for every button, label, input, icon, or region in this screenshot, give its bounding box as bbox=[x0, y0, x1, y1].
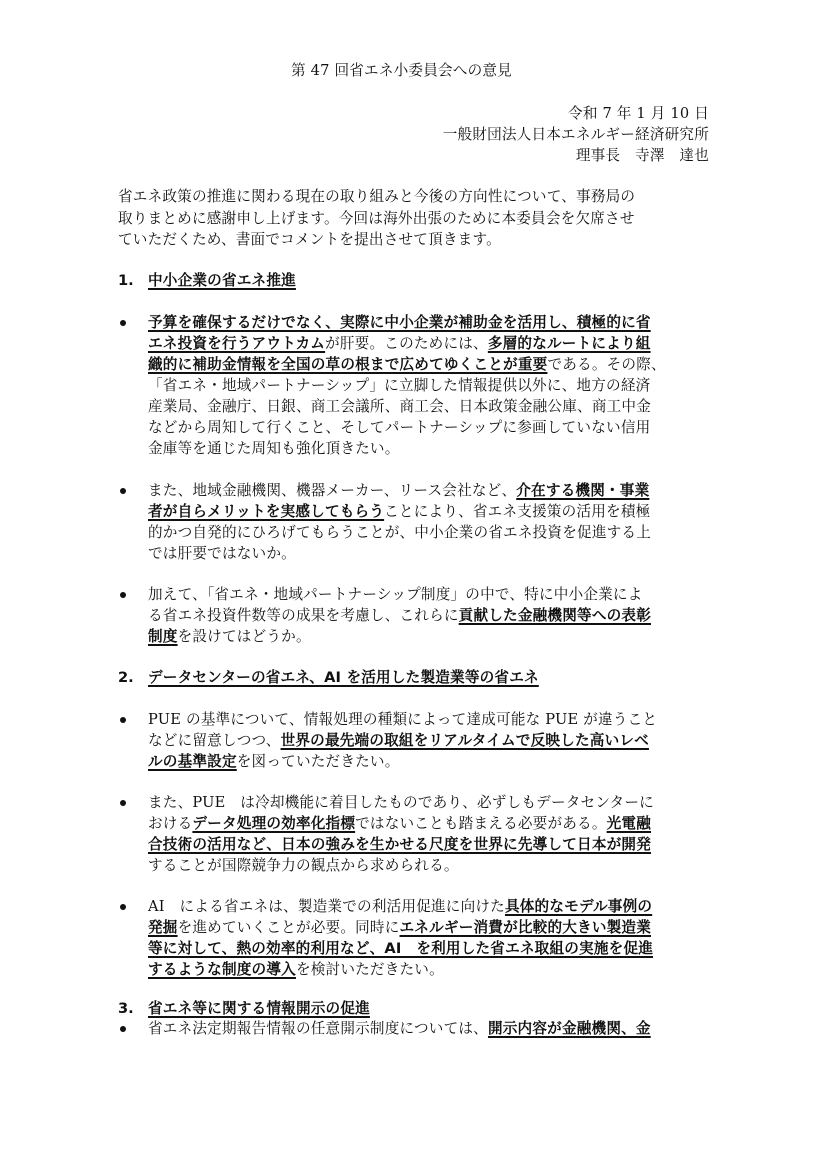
date: 令和 7 年 1 月 10 日 bbox=[568, 105, 709, 122]
paragraph-line: 金庫等を通じた周知も強化頂きたい。 bbox=[148, 440, 400, 457]
emphasis: 制度 bbox=[148, 628, 178, 645]
intro-line: 取りまとめに感謝申し上げます。今回は海外出張のために本委員会を欠席させ bbox=[118, 210, 635, 227]
paragraph-line: することが国際競争力の観点から求められる。 bbox=[148, 857, 459, 874]
paragraph-line bbox=[148, 730, 649, 752]
paragraph-line bbox=[148, 917, 651, 939]
organization: 一般財団法人日本エネルギー経済研究所 bbox=[442, 126, 709, 143]
section-number: 2. bbox=[118, 669, 134, 686]
emphasis: エネ投資を行うアウトカム bbox=[148, 335, 326, 352]
text: である。その際、 bbox=[547, 356, 666, 373]
text: を図っていただきたい。 bbox=[236, 753, 400, 770]
paragraph-line bbox=[148, 501, 650, 523]
section-heading: 省エネ等に関する情報開示の促進 bbox=[148, 1000, 370, 1017]
section-number: 3. bbox=[118, 1000, 134, 1017]
paragraph-line: 的かつ自発的にひろげてもらうことが、中小企業の省エネ投資を促進する上 bbox=[148, 524, 651, 541]
text: また、地域金融機関、機器メーカー、リース会社など、 bbox=[148, 482, 517, 499]
emphasis: データ処理の効率化指標 bbox=[192, 815, 356, 832]
paragraph-line bbox=[148, 959, 444, 981]
emphasis: 者が自らメリットを実感してもらう bbox=[148, 503, 385, 520]
paragraph-line: 加えて、「省エネ・地域パートナーシップ制度」の中で、特に中小企業によ bbox=[148, 586, 643, 603]
bullet-icon bbox=[120, 320, 126, 326]
paragraph-line: では肝要ではないか。 bbox=[148, 545, 296, 562]
text: ことにより、省エネ支援策の活用を積極 bbox=[384, 503, 651, 520]
emphasis: 開示内容が金融機関、金 bbox=[487, 1020, 651, 1037]
text: などに留意しつつ、 bbox=[148, 732, 281, 749]
text: ではないことも踏まえる必要がある。 bbox=[355, 815, 607, 832]
bullet-icon bbox=[120, 717, 126, 723]
paragraph-line bbox=[148, 1018, 651, 1040]
text: を検討いただきたい。 bbox=[295, 961, 444, 978]
paragraph-line bbox=[148, 896, 652, 918]
bullet-icon bbox=[120, 800, 126, 806]
section-number: 1. bbox=[118, 272, 134, 289]
text: を設けてはどうか。 bbox=[177, 628, 311, 645]
text: が肝要。このためには、 bbox=[325, 335, 488, 352]
paragraph-line: などから周知して行くこと、そしてパートナーシップに参画していない信用 bbox=[148, 419, 651, 436]
emphasis: するような制度の導入 bbox=[148, 961, 296, 978]
author: 理事長 寺澤 達也 bbox=[575, 147, 709, 164]
document-title: 第 47 回省エネ小委員会への意見 bbox=[291, 62, 512, 79]
paragraph-line bbox=[148, 354, 666, 376]
intro-line: 省エネ政策の推進に関わる現在の取り組みと今後の方向性について、事務局の bbox=[118, 188, 636, 205]
paragraph-line: また、PUE は冷却機能に着目したものであり、必ずしもデータセンターに bbox=[148, 794, 654, 811]
text: を進めていくことが必要。同時に bbox=[177, 919, 400, 936]
paragraph-line bbox=[148, 813, 651, 835]
bullet-icon bbox=[120, 1026, 126, 1032]
emphasis: 光電融 bbox=[606, 815, 652, 832]
text: る省エネ投資件数等の成果を考慮し、これらに bbox=[148, 607, 459, 624]
emphasis: 発掘 bbox=[148, 919, 178, 936]
paragraph-line: 合技術の活用など、日本の強みを生かせる尺度を世界に先導して日本が開発 bbox=[148, 836, 651, 853]
emphasis: ルの基準設定 bbox=[148, 753, 237, 770]
emphasis: 多層的なルートにより組 bbox=[487, 335, 651, 352]
intro-line: ていただくため、書面でコメントを提出させて頂きます。 bbox=[118, 231, 501, 248]
paragraph-line bbox=[148, 333, 651, 355]
emphasis: 織的に補助金情報を全国の草の根まで広めてゆくことが重要 bbox=[148, 356, 548, 373]
emphasis: 貢献した金融機関等への表彰 bbox=[458, 607, 651, 624]
bullet-icon bbox=[120, 488, 126, 494]
emphasis: 介在する機関・事業 bbox=[516, 482, 650, 499]
emphasis: 具体的なモデル事例の bbox=[504, 898, 653, 915]
paragraph-line: 予算を確保するだけでなく、実際に中小企業が補助金を活用し、積極的に省 bbox=[148, 314, 651, 331]
paragraph-line: PUE の基準について、情報処理の種類によって達成可能な PUE が違うこと bbox=[148, 711, 658, 728]
bullet-icon bbox=[120, 904, 126, 910]
text: 省エネ法定期報告情報の任意開示制度については、 bbox=[148, 1020, 488, 1037]
paragraph-line bbox=[148, 751, 400, 773]
emphasis: 世界の最先端の取組をリアルタイムで反映した高いレベ bbox=[280, 732, 649, 749]
bullet-icon bbox=[120, 592, 126, 598]
emphasis: エネルギー消費が比較的大きい製造業 bbox=[399, 919, 652, 936]
paragraph-line: 「省エネ・地域パートナーシップ」に立脚した情報提供以外に、地方の経済 bbox=[148, 377, 651, 394]
text: おける bbox=[148, 815, 193, 832]
text: AI による省エネは、製造業での利活用促進に向けた bbox=[148, 898, 505, 915]
paragraph-line bbox=[148, 626, 311, 648]
section-heading: 中小企業の省エネ推進 bbox=[148, 272, 296, 289]
paragraph-line: 産業局、金融庁、日銀、商工会議所、商工会、日本政策金融公庫、商工中金 bbox=[148, 398, 651, 415]
paragraph-line bbox=[148, 480, 649, 502]
paragraph-line bbox=[148, 605, 651, 627]
paragraph-line: 等に対して、熱の効率的利用など、AI を利用した省エネ取組の実施を促進 bbox=[148, 940, 654, 957]
section-heading: データセンターの省エネ、AI を活用した製造業等の省エネ bbox=[148, 669, 539, 686]
